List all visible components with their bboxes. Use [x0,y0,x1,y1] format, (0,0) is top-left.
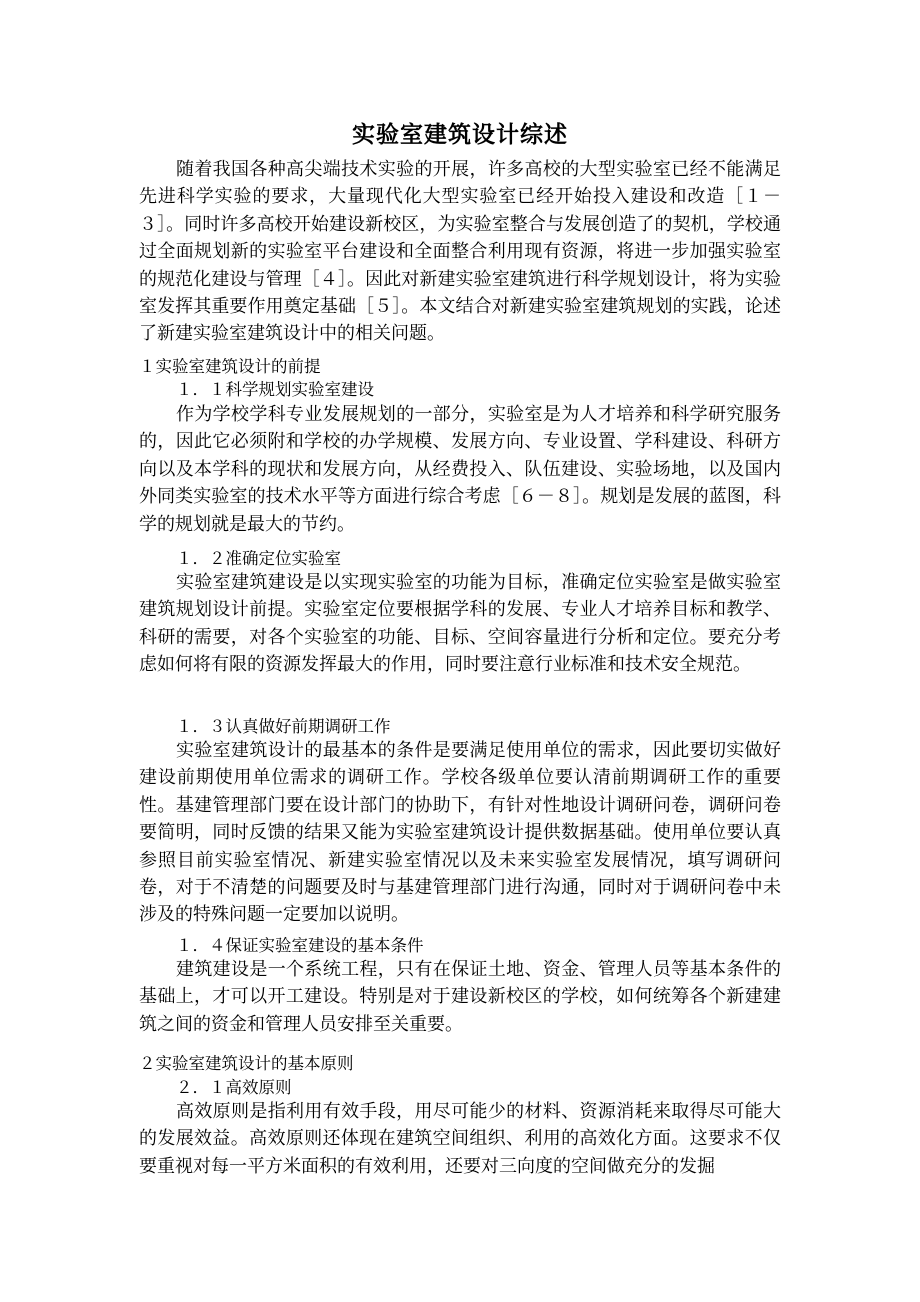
section-2-heading: ２实验室建筑设计的基本原则 [139,1054,354,1073]
section-1-1-heading: １．１科学规划实验室建设 [176,380,374,399]
section-2-1-body: 高效原则是指利用有效手段，用尽可能少的材料、资源消耗来取得尽可能大的发展效益。高效原则还体现在建筑空间组织、利用的高效化方面。这要求不仅要重视对每一平方米面积的有效利用，还要对三向度的空间做充分的发掘 [139,1101,781,1177]
section-1-1-body: 作为学校学科专业发展规划的一部分，实验室是为人才培养和科学研究服务的，因此它必须附和学校的办学规模、发展方向、专业设置、学科建设、科研方向以及本学科的现状和发展方向，从经费投入、队伍建设、实验场地，以及国内外同类实验室的技术水平等方面进行综合考虑［６－８］。规划是发展的蓝图，科学的规划就是最大的节约。 [139,404,781,535]
section-2-1-heading: ２．１高效原则 [176,1078,292,1097]
page-title: 实验室建筑设计综述 [352,121,568,148]
section-1-4-heading: １．４保证实验室建设的基本条件 [176,936,424,955]
section-1-3-body: 实验室建筑设计的最基本的条件是要满足使用单位的需求，因此要切实做好建设前期使用单位需求的调研工作。学校各级单位要认清前期调研工作的重要性。基建管理部门要在设计部门的协助下，有针对性地设计调研问卷，调研问卷要简明，同时反馈的结果又能为实验室建筑设计提供数据基础。使用单位要认真参照目前实验室情况、新建实验室情况以及未来实验室发展情况，填写调研问卷，对于不清楚的问题要及时与基建管理部门进行沟通，同时对于调研问卷中未涉及的特殊问题一定要加以说明。 [139,740,781,926]
section-1-4-body: 建筑建设是一个系统工程，只有在保证土地、资金、管理人员等基本条件的基础上，才可以开工建设。特别是对于建设新校区的学校，如何统筹各个新建建筑之间的资金和管理人员安排至关重要。 [139,959,781,1035]
section-1-2-heading: １．２准确定位实验室 [176,549,341,568]
section-1-3-heading: １．３认真做好前期调研工作 [176,717,391,736]
section-1-2-body: 实验室建筑建设是以实现实验室的功能为目标，准确定位实验室是做实验室建筑规划设计前提。实验室定位要根据学科的发展、专业人才培养目标和教学、科研的需要，对各个实验室的功能、目标、空间容量进行分析和定位。要充分考虑如何将有限的资源发挥最大的作用，同时要注意行业标准和技术安全规范。 [139,572,781,676]
intro-paragraph: 随着我国各种高尖端技术实验的开展，许多高校的大型实验室已经不能满足先进科学实验的要求，大量现代化大型实验室已经开始投入建设和改造［１－３］。同时许多高校开始建设新校区，为实验室整合与发展创造了的契机，学校通过全面规划新的实验室平台建设和全面整合利用现有资源，将进一步加强实验室的规范化建设与管理［４］。因此对新建实验室建筑进行科学规划设计，将为实验室发挥其重要作用奠定基础［５］。本文结合对新建实验室建筑规划的实践，论述了新建实验室建筑设计中的相关问题。 [139,159,781,345]
section-1-heading: １实验室建筑设计的前提 [139,357,321,376]
